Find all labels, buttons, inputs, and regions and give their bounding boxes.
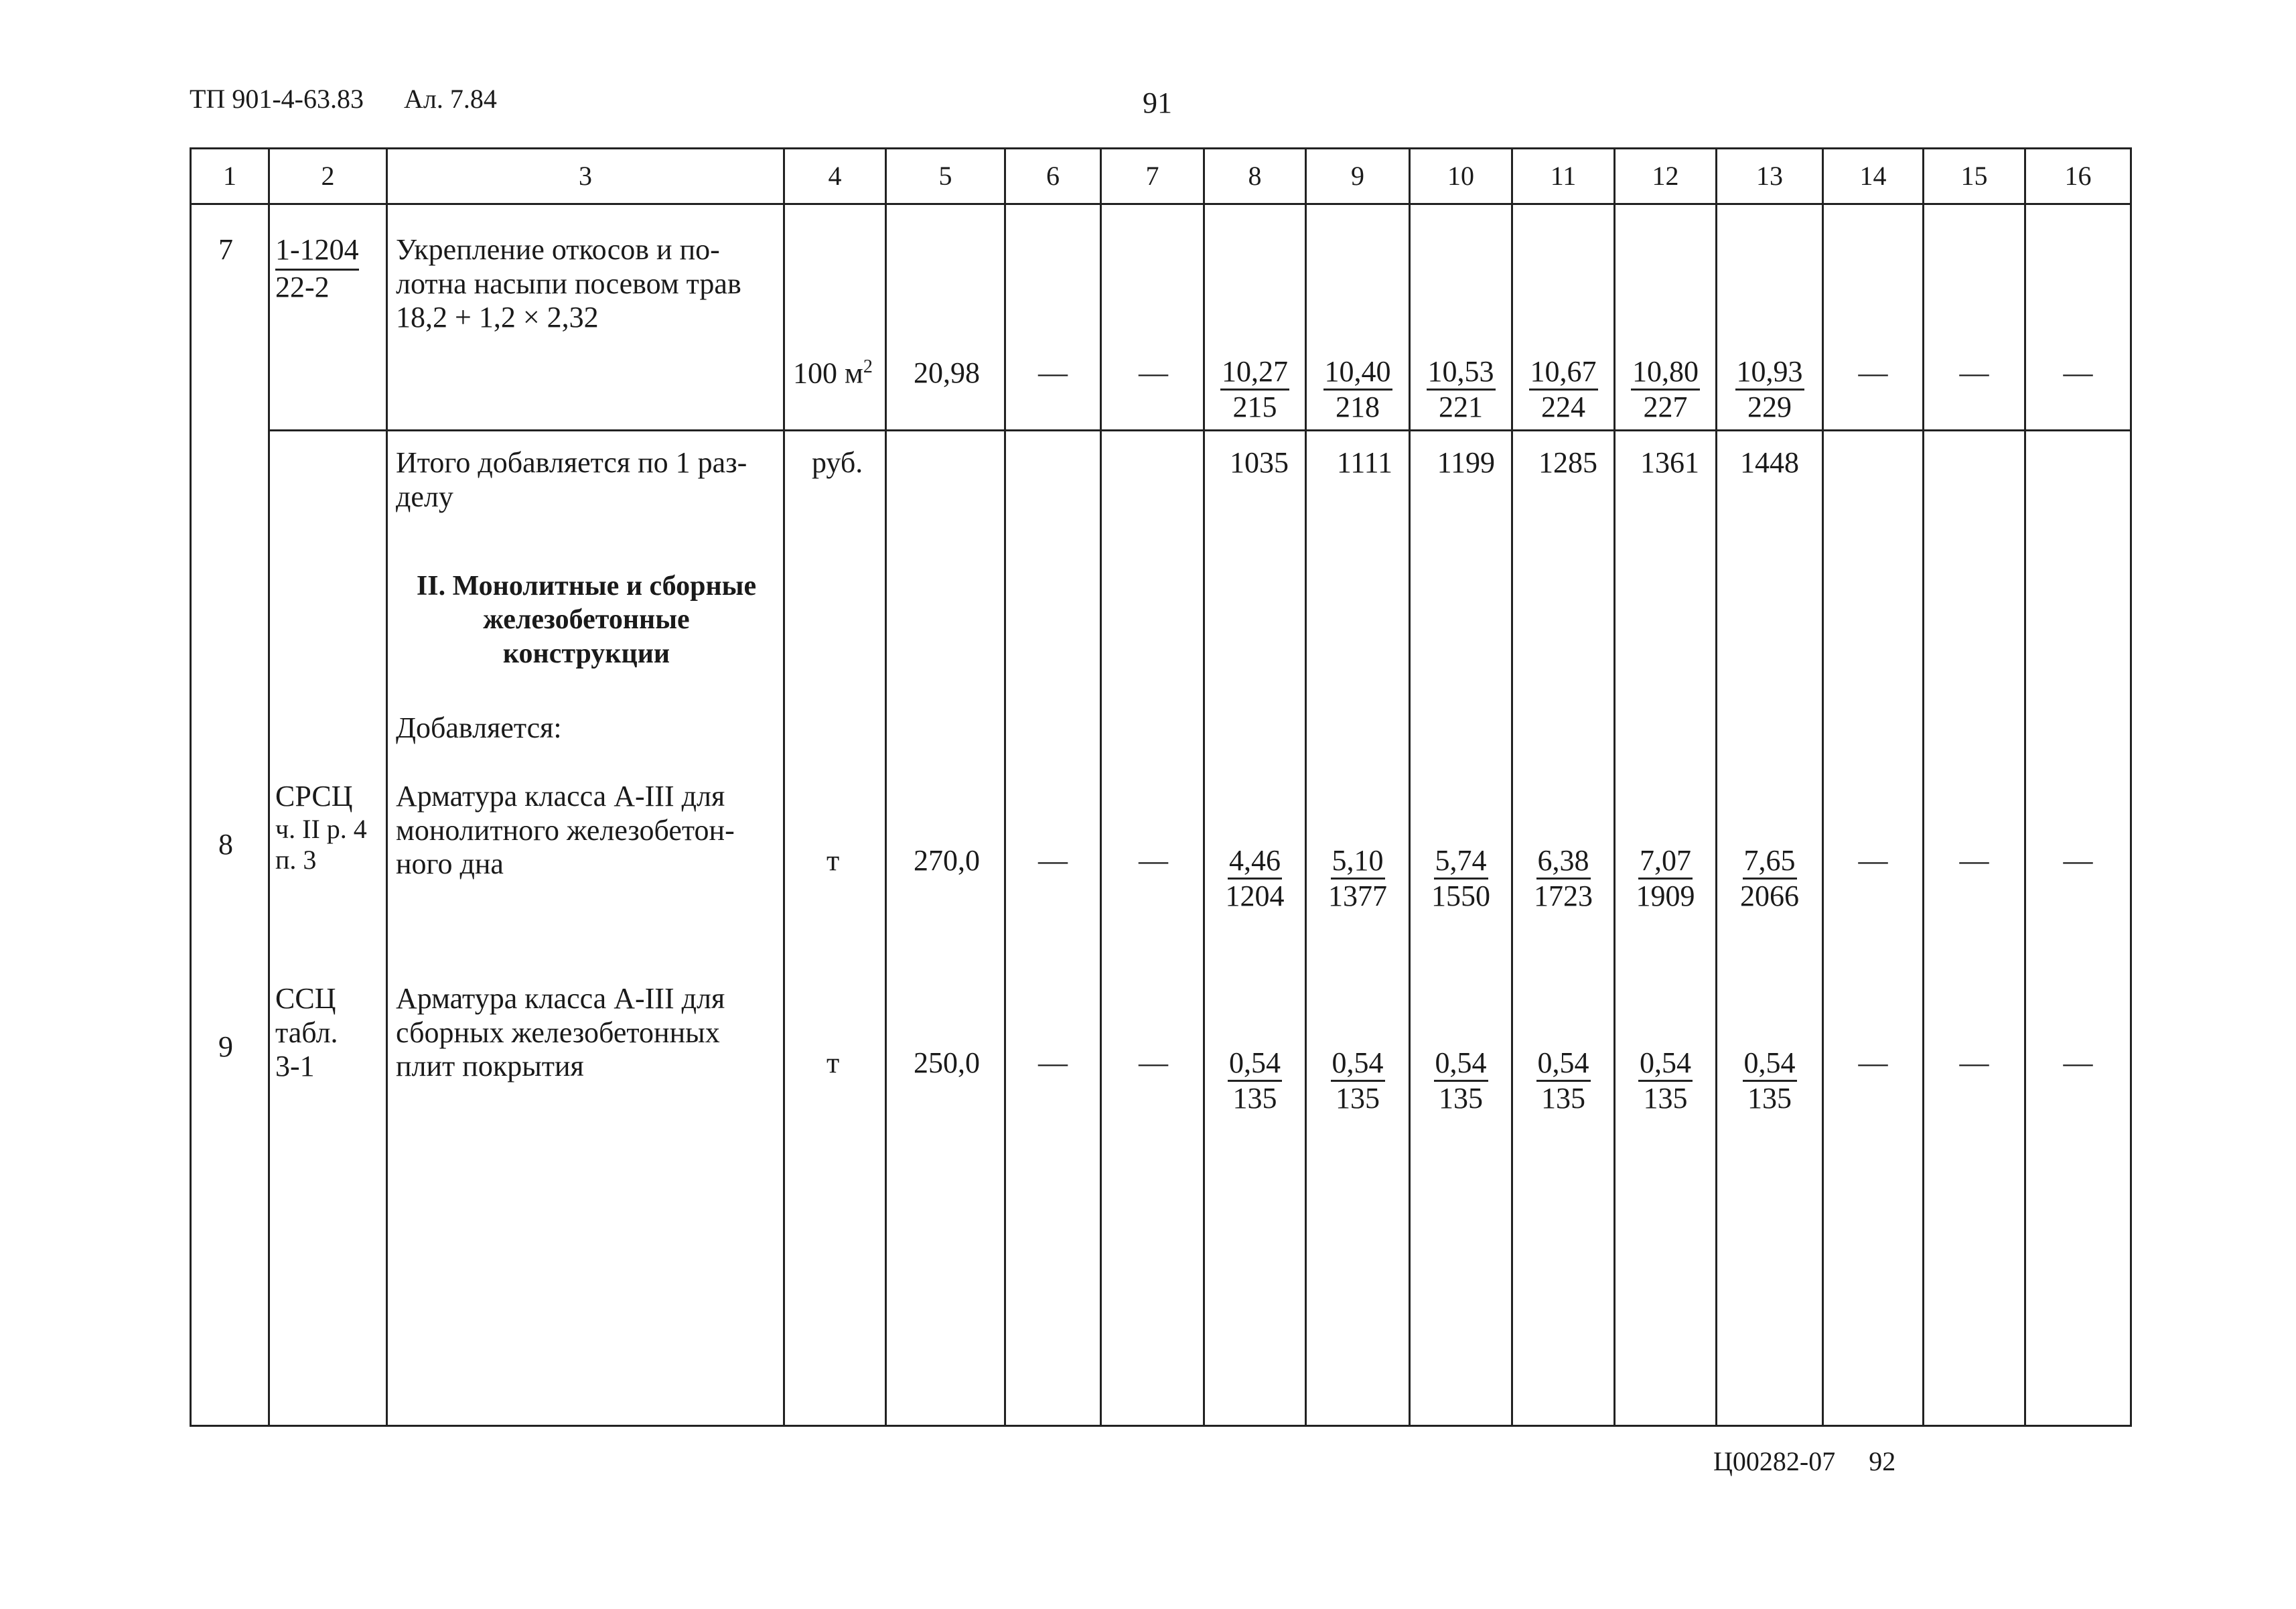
total-desc-line-1: Итого добавляется по 1 раз- [396,446,747,479]
row-7-description [396,233,774,335]
row-7-c6: — [1038,356,1068,389]
row-8-qty: 270,0 [914,844,980,877]
table-body-lower [191,431,2131,1426]
col-8: 8 [1204,149,1306,204]
col-2: 2 [269,149,387,204]
row-7-frac-9-den: 218 [1336,391,1380,424]
row-7-frac-10-den: 221 [1439,391,1483,424]
row-9-frac-10-den: 135 [1439,1082,1483,1115]
col-12: 12 [1615,149,1717,204]
row-7-desc-line-1: Укрепление откосов и по- [396,233,720,266]
row-7-frac-10 [1427,356,1496,423]
row-9-frac-8-den: 135 [1232,1082,1277,1115]
row-7-frac-11-den: 224 [1541,391,1585,424]
row-7-c16: — [2063,356,2093,389]
row-8-frac-8-den: 1204 [1225,880,1285,913]
row-7-frac-8-den: 215 [1232,391,1277,424]
row-7-frac-9 [1323,356,1392,423]
row-8-ref-line-2: ч. II р. 4 [275,813,367,844]
row-8-frac-8-num: 4,46 [1228,845,1282,880]
row-7-unit-sup: 2 [863,356,873,377]
row-8-c7: — [1139,844,1168,877]
row-9-frac-11 [1536,1048,1591,1114]
col-1: 1 [191,149,269,204]
row-9-frac-9-den: 135 [1336,1082,1380,1115]
total-value-9: 1111 [1336,446,1392,479]
row-7-c14: — [1858,356,1888,389]
total-unit: руб. [812,446,863,479]
row-7-ref-top: 1-1204 [275,233,359,271]
row-9-frac-8-num: 0,54 [1228,1048,1282,1082]
row-8-unit: т [827,844,840,877]
section-title-line-1: II. Монолитные и сборные [416,571,757,602]
row-8-frac-12 [1635,845,1697,912]
doc-code [190,83,497,115]
row-9-frac-13-den: 135 [1747,1082,1792,1115]
row-9-desc-line-3: плит покрытия [396,1050,584,1083]
row-8-description [396,780,774,882]
section-added-label: Добавляется: [396,711,562,744]
row-7-frac-11-num: 10,67 [1529,356,1598,391]
col-11: 11 [1512,149,1615,204]
row-9-description [396,982,774,1084]
row-9-frac-10 [1434,1048,1488,1114]
row-8-c6: — [1038,844,1068,877]
row-9-frac-13-num: 0,54 [1743,1048,1797,1082]
total-value-8: 1035 [1230,446,1289,479]
row-7-desc-line-3: 18,2 + 1,2 × 2,32 [396,301,599,334]
row-7-frac-9-num: 10,40 [1323,356,1392,391]
row-7-unit-text: 100 м [793,356,863,390]
footer [1713,1446,1895,1477]
row-8-frac-9 [1327,845,1388,912]
row-8-frac-9-num: 5,10 [1331,845,1385,880]
row-8-reference [275,780,367,876]
col-5: 5 [886,149,1005,204]
row-8-frac-11 [1532,845,1594,912]
row-8-c15: — [1959,844,1989,877]
row-9-c15: — [1959,1046,1989,1079]
table-row-7 [191,204,2131,431]
section-title-line-3: конструкции [502,638,670,669]
row-7-unit [793,356,873,391]
row-7-c15: — [1959,356,1989,389]
row-7-frac-13-den: 229 [1747,391,1792,424]
col-16: 16 [2025,149,2131,204]
row-7-c7: — [1139,356,1168,389]
col-9: 9 [1306,149,1410,204]
row-9-number: 9 [218,1030,233,1063]
row-9-frac-9 [1331,1048,1385,1114]
row-7-qty: 20,98 [914,356,980,389]
footer-code: Ц00282-07 [1713,1446,1836,1476]
row-8-frac-11-den: 1723 [1534,880,1593,913]
row-9-c14: — [1858,1046,1888,1079]
row-8-frac-10-num: 5,74 [1434,845,1488,880]
row-7-frac-12-num: 10,80 [1631,356,1700,391]
row-9-c16: — [2063,1046,2093,1079]
estimate-table [190,147,2132,1427]
row-8-ref-line-3: п. 3 [275,844,317,875]
row-9-frac-9-num: 0,54 [1331,1048,1385,1082]
total-value-10: 1199 [1437,446,1495,479]
section-title-line-2: железобетонные [483,604,690,636]
column-header-row [191,149,2131,204]
row-9-frac-8 [1228,1048,1282,1114]
row-8-frac-12-num: 7,07 [1638,845,1693,880]
section-title [388,569,785,671]
total-value-12: 1361 [1640,446,1699,479]
row-8-frac-13-num: 7,65 [1743,845,1797,880]
row-9-reference [275,982,338,1084]
row-8-number: 8 [218,828,233,861]
row-7-frac-12-den: 227 [1643,391,1688,424]
row-9-frac-13 [1743,1048,1797,1114]
row-8-desc-line-1: Арматура класса А-III для [396,780,725,813]
col-13: 13 [1717,149,1823,204]
row-9-frac-10-num: 0,54 [1434,1048,1488,1082]
row-9-c7: — [1139,1046,1168,1079]
row-8-frac-13 [1739,845,1800,912]
row-8-frac-10-den: 1550 [1431,880,1490,913]
row-7-desc-line-2: лотна насыпи посевом трав [396,267,741,300]
col-7: 7 [1101,149,1204,204]
total-desc-line-2: делу [396,480,453,513]
row-9-ref-line-1: ССЦ [275,982,336,1015]
total-value-11: 1285 [1538,446,1597,479]
row-9-ref-line-3: 3-1 [275,1050,315,1083]
col-14: 14 [1823,149,1924,204]
row-8-frac-10 [1430,845,1492,912]
row-9-frac-11-num: 0,54 [1536,1048,1591,1082]
row-9-frac-11-den: 135 [1541,1082,1585,1115]
col-4: 4 [784,149,886,204]
row-7-frac-13-num: 10,93 [1735,356,1804,391]
row-8-ref-line-1: СРСЦ [275,780,353,813]
col-6: 6 [1005,149,1101,204]
footer-page: 92 [1869,1446,1896,1476]
album-text: Ал. 7.84 [403,84,497,114]
row-7-frac-10-num: 10,53 [1427,356,1496,391]
row-7-frac-13 [1735,356,1804,423]
row-8-desc-line-2: монолитного железобетон- [396,813,735,847]
row-9-desc-line-2: сборных железобетонных [396,1016,720,1049]
total-description [396,446,774,514]
page-number: 91 [1143,86,1172,119]
row-8-desc-line-3: ного дна [396,847,504,881]
doc-code-text: ТП 901-4-63.83 [190,84,364,114]
col-15: 15 [1924,149,2025,204]
row-8-c14: — [1858,844,1888,877]
row-7-frac-12 [1631,356,1700,423]
row-7-number: 7 [218,233,233,266]
total-value-13: 1448 [1740,446,1799,479]
row-9-frac-12-num: 0,54 [1638,1048,1693,1082]
row-9-frac-12 [1638,1048,1693,1114]
row-9-desc-line-1: Арматура класса А-III для [396,982,725,1015]
row-8-frac-11-num: 6,38 [1536,845,1591,880]
row-8-frac-9-den: 1377 [1328,880,1387,913]
row-7-reference [275,233,359,304]
row-7-ref-bottom: 22-2 [275,270,330,303]
row-7-frac-8 [1220,356,1289,423]
row-8-frac-8 [1224,845,1286,912]
row-8-frac-12-den: 1909 [1636,880,1695,913]
row-9-unit: т [827,1046,840,1079]
row-8-c16: — [2063,844,2093,877]
row-9-c6: — [1038,1046,1068,1079]
row-9-qty: 250,0 [914,1046,980,1079]
row-9-ref-line-2: табл. [275,1016,338,1049]
row-7-frac-8-num: 10,27 [1220,356,1289,391]
col-10: 10 [1410,149,1512,204]
row-9-frac-12-den: 135 [1643,1082,1688,1115]
col-3: 3 [387,149,784,204]
row-8-frac-13-den: 2066 [1740,880,1799,913]
row-7-frac-11 [1529,356,1598,423]
